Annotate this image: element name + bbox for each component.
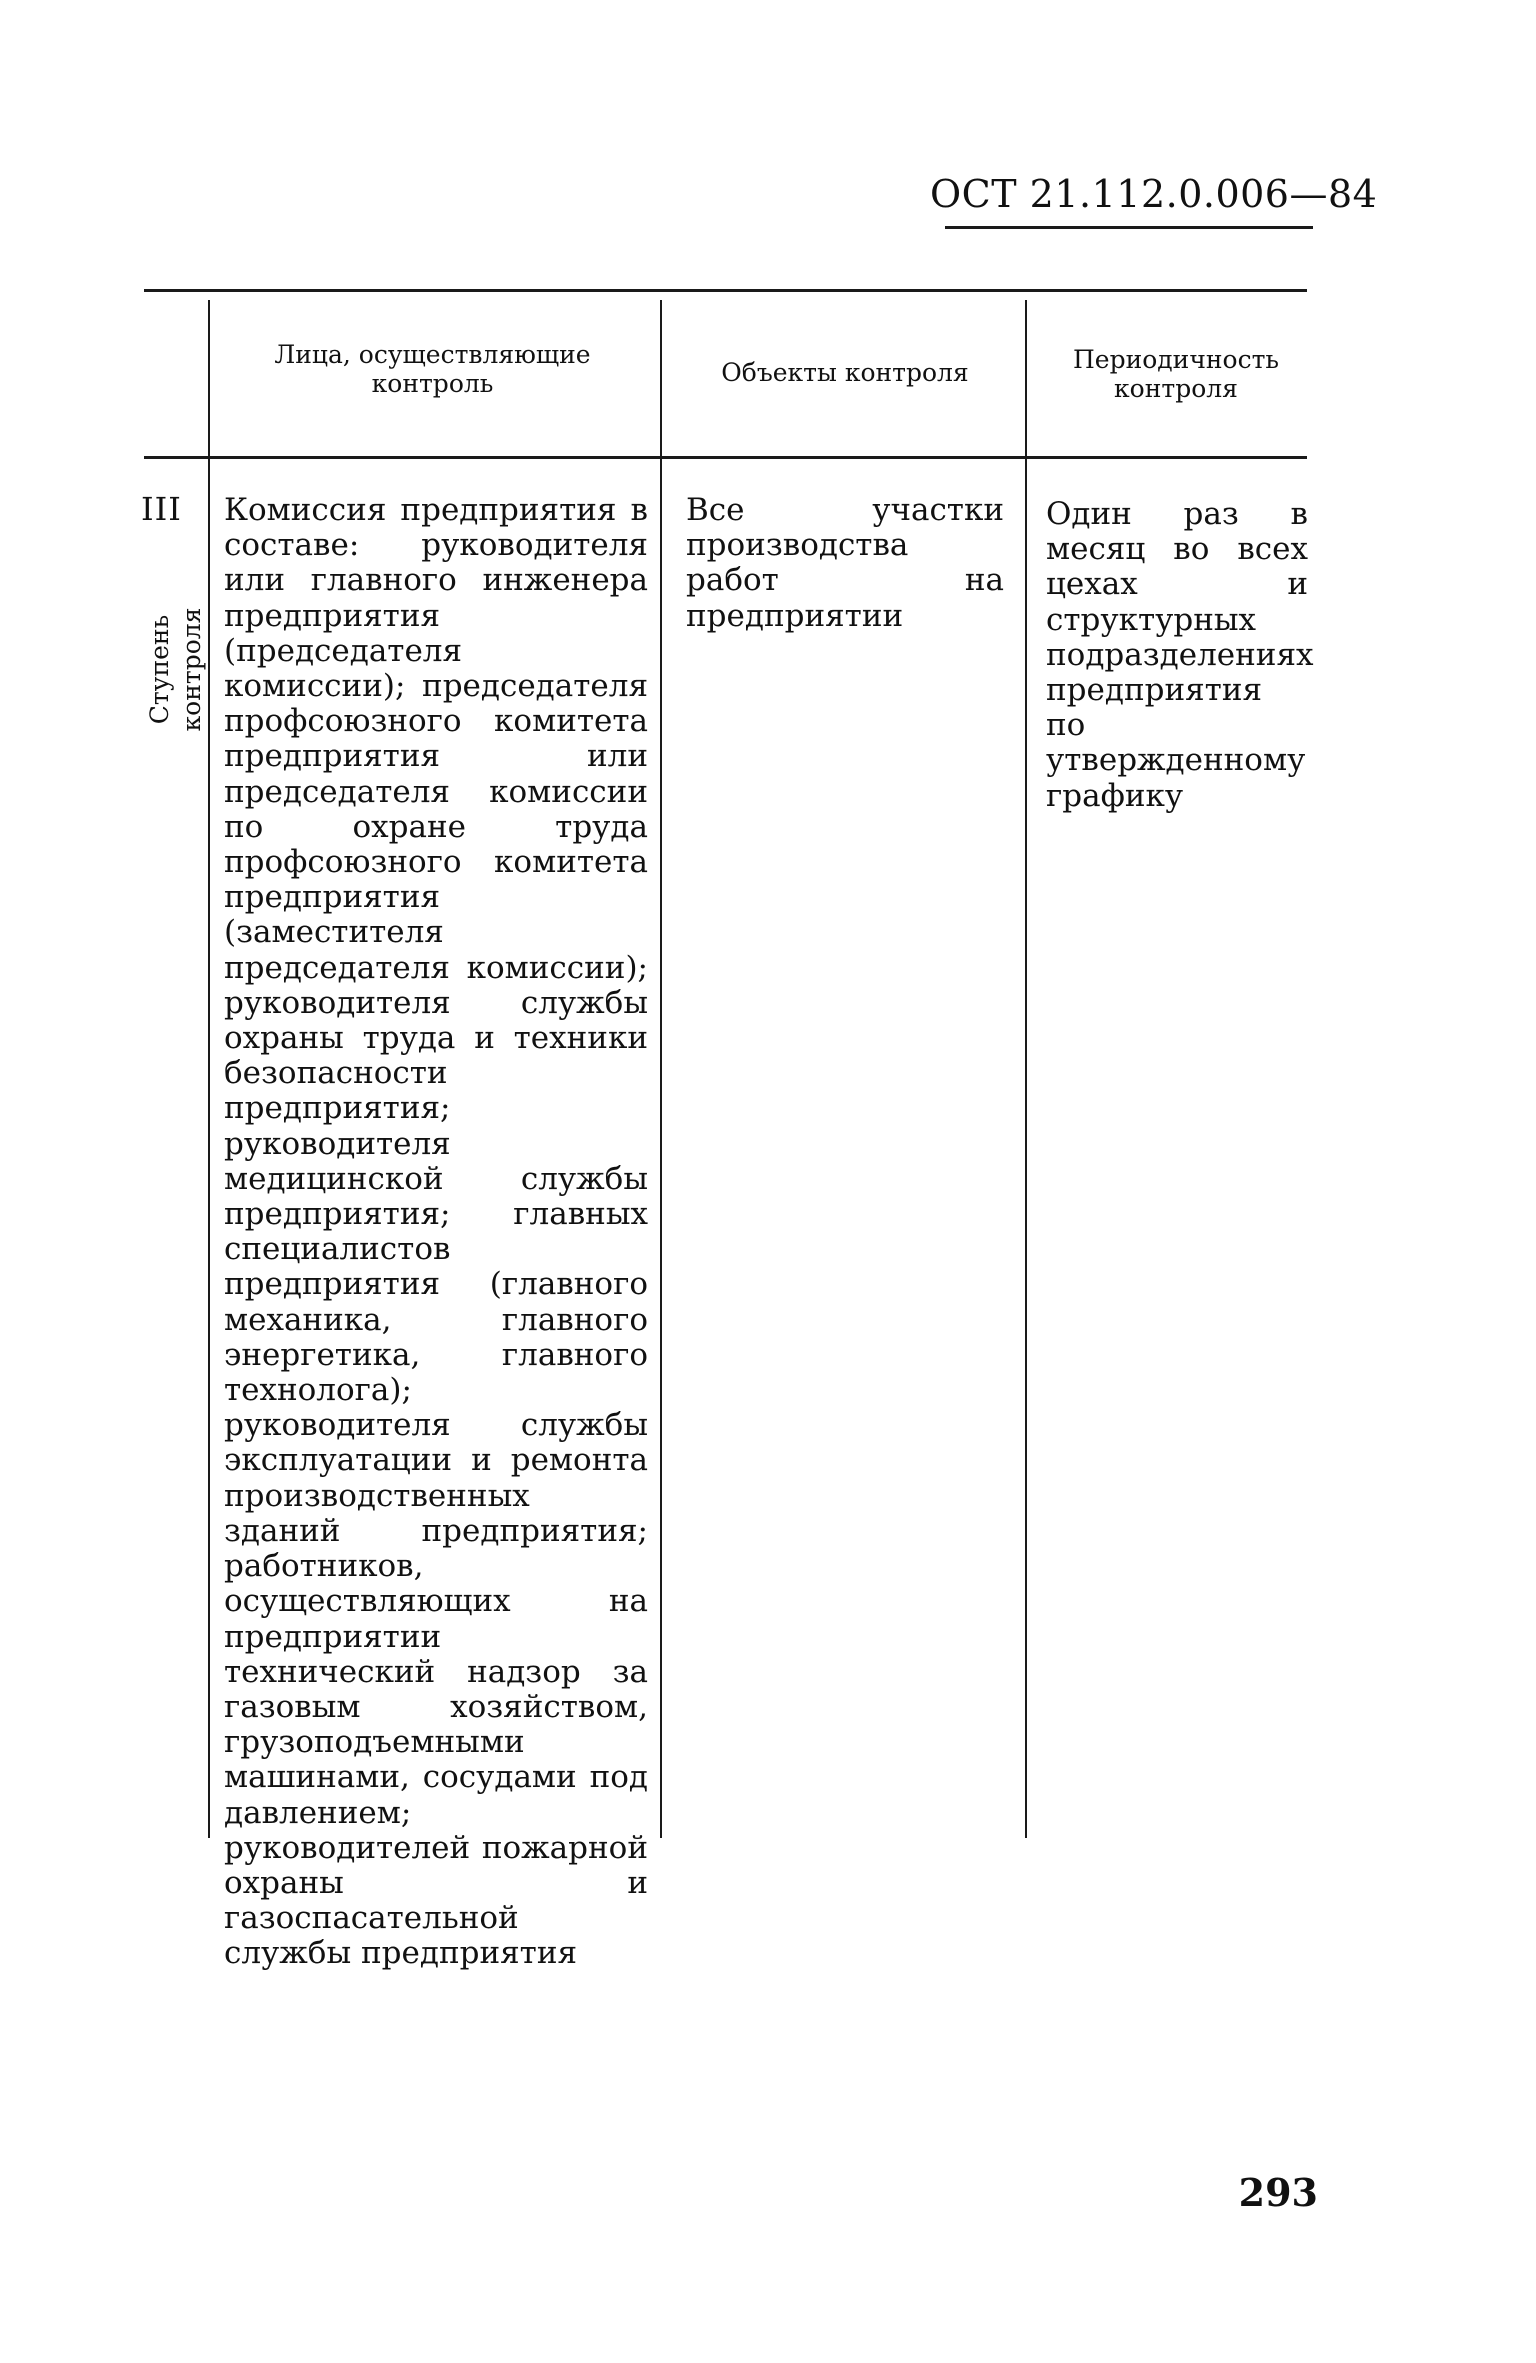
column-divider-2 <box>660 300 662 1838</box>
column-divider-3 <box>1025 300 1027 1838</box>
control-level-value: III <box>141 490 182 528</box>
page-number: 293 <box>1238 2170 1318 2215</box>
objects-cell: Все участки производства работ на предприятии <box>686 492 1004 634</box>
table-header-rule <box>144 456 1307 459</box>
periodicity-cell: Один раз в месяц во всех цехах и структурных подразделениях предприятия по утвержденному графику <box>1046 496 1314 814</box>
document-code-underline <box>945 226 1313 229</box>
column-header-objects: Объекты контроля <box>721 358 969 387</box>
table-top-rule <box>144 289 1307 292</box>
column-divider-1 <box>208 300 210 1838</box>
column-header-periodicity: Периодичность контроля <box>1072 345 1280 403</box>
column-header-persons: Лица, осуществляющие контроль <box>274 340 591 398</box>
document-code: ОСТ 21.112.0.006—84 <box>930 172 1378 216</box>
column-header-level: Ступень контроля <box>145 607 206 732</box>
persons-cell: Комиссия предприятия в составе: руководителя или главного инженера предприятия (председателя комиссии); председателя профсоюзного комитета предприятия или председателя комиссии по охране труда профсоюзного комитета предприятия (заместителя председателя комиссии); руководителя службы охраны труда и техники безопасности предприятия; руководителя медицинской службы предприятия; главных специалистов предприятия (главного механика, главного энергетика, главного технолога); руководителя службы эксплуатации и ремонта производственных зданий предприятия; работников, осуществляющих на предприятии технический надзор за газовым хозяйством, грузоподъемными машинами, сосудами под давлением; руководителей пожарной охраны и газоспасательной службы предприятия <box>224 492 648 1972</box>
